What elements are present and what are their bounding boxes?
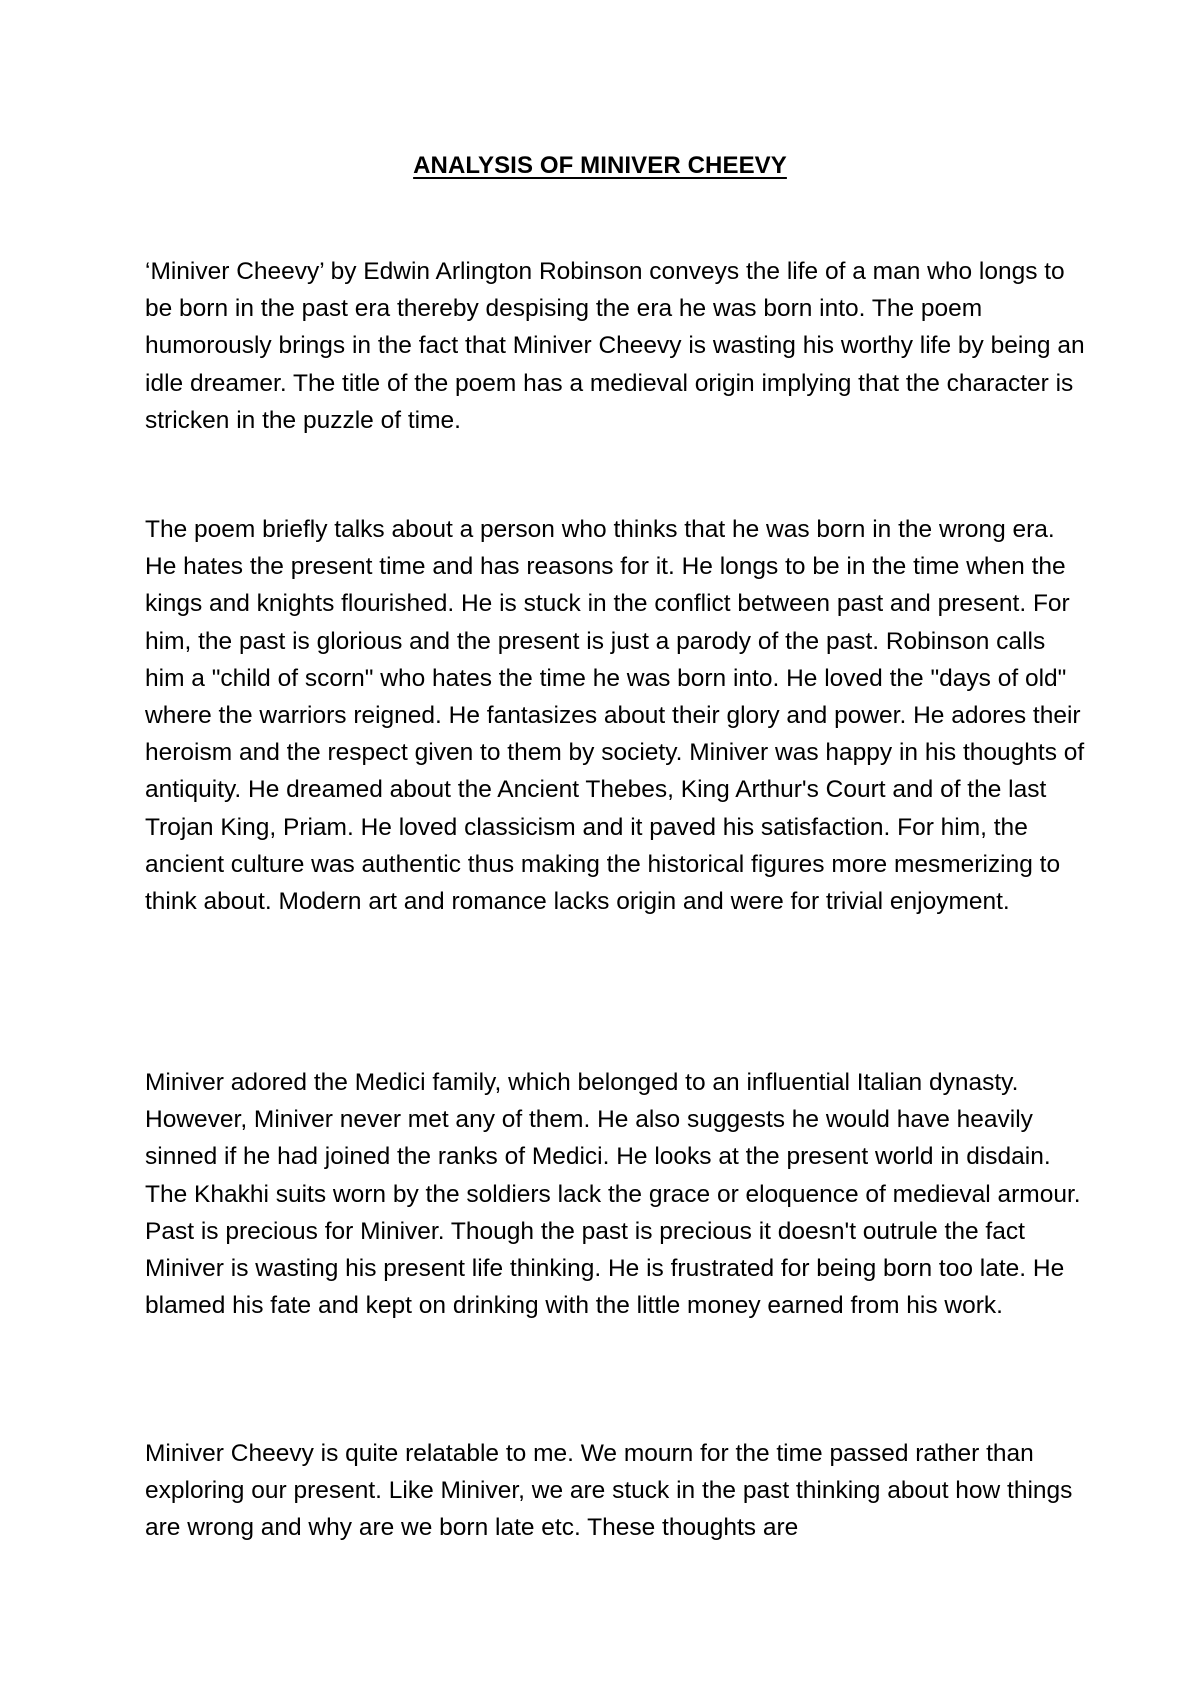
document-title: ANALYSIS OF MINIVER CHEEVY	[413, 152, 787, 179]
paragraph-introduction: ‘Miniver Cheevy’ by Edwin Arlington Robinson conveys the life of a man who longs to be born in the past era thereby despising the era he was born into. The poem humorously brings in the fact that Miniver Cheevy is wasting his worthy life by being an idle dreamer. The title of the poem has a medieval origin implying that the character is stricken in the puzzle of time.	[145, 258, 1085, 434]
paragraph-personal-reflection: Miniver Cheevy is quite relatable to me. We mourn for the time passed rather than exploring our present. Like Miniver, we are stuck in the past thinking about how things are wrong and why are we born late etc. These thoughts are	[145, 1440, 1073, 1542]
paragraph-summary: The poem briefly talks about a person who thinks that he was born in the wrong era. He hates the present time and has reasons for it. He longs to be in the time when the kings and knights flourished. He is stuck in the conflict between past and present. For him, the past is glorious and the present is just a parody of the past. Robinson calls him a "child of scorn" who hates the time he was born into. He loved the "days of old" where the warriors reigned. He fantasizes about their glory and power. He adores their heroism and the respect given to them by society. Miniver was happy in his thoughts of antiquity. He dreamed about the Ancient Thebes, King Arthur's Court and of the last Trojan King, Priam. He loved classicism and it paved his satisfaction. For him, the ancient culture was authentic thus making the historical figures more mesmerizing to think about. Modern art and romance lacks origin and were for trivial enjoyment.	[145, 516, 1085, 916]
paragraph-medici: Miniver adored the Medici family, which belonged to an influential Italian dynasty. However, Miniver never met any of them. He also suggests he would have heavily sinned if he had joined the ranks of Medici. He looks at the present world in disdain. The Khakhi suits worn by the soldiers lack the grace or eloquence of medieval armour. Past is precious for Miniver. Though the past is precious it doesn't outrule the fact Miniver is wasting his present life thinking. He is frustrated for being born too late. He blamed his fate and kept on drinking with the little money earned from his work.	[145, 1069, 1081, 1320]
